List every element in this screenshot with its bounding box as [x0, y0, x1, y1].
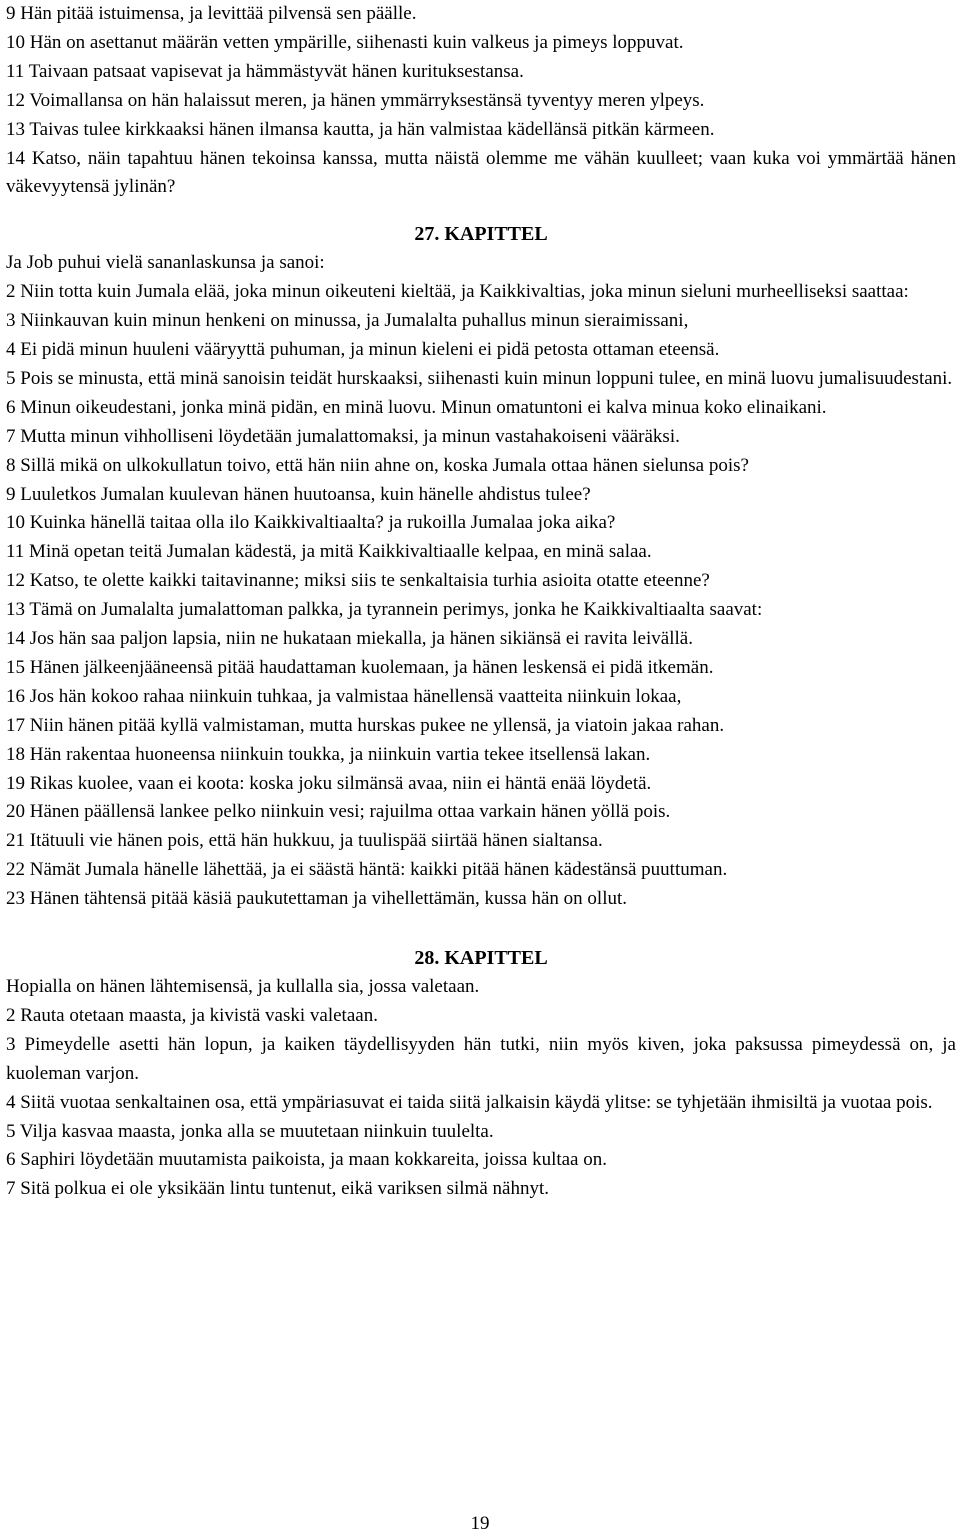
verse: 14 Jos hän saa paljon lapsia, niin ne hukataan miekalla, ja hänen sikiänsä ei ravita leivällä. — [6, 628, 693, 650]
document-page — [6, 0, 956, 1204]
verse: 4 Siitä vuotaa senkaltainen osa, että ympäriasuvat ei taida siitä jalkaisin käydä ylitse: se tyhjetään ihmisiltä ja vuotaa pois. — [6, 1091, 933, 1113]
chapter-28-verses — [6, 973, 956, 1204]
verse: 15 Hänen jälkeenjääneensä pitää haudattaman kuolemaan, ja hänen leskensä ei pidä itkemän. — [6, 656, 714, 678]
verse: 7 Mutta minun vihholliseni löydetään jumalattomaksi, ja minun vastahakoiseni vääräksi. — [6, 425, 680, 447]
page-number: 19 — [470, 1513, 490, 1534]
verse: 23 Hänen tähtensä pitää käsiä paukutettaman ja vihellettämän, kussa hän on ollut. — [6, 888, 628, 910]
verse: 9 Luuletkos Jumalan kuulevan hänen huutoansa, kuin hänelle ahdistus tulee? — [6, 483, 591, 505]
verse: 17 Niin hänen pitää kyllä valmistaman, mutta hurskas pukee ne yllensä, ja viatoin jakaa rahan. — [6, 714, 725, 736]
verse: 20 Hänen päällensä lankee pelko niinkuin vesi; rajuilma ottaa varkain hänen yöllä pois. — [6, 801, 671, 823]
verse: 7 Sitä polkua ei ole yksikään lintu tuntenut, eikä variksen silmä nähnyt. — [6, 1178, 549, 1200]
continuation-verses — [6, 0, 956, 202]
verse: 19 Rikas kuolee, vaan ei koota: koska joku silmänsä avaa, niin ei häntä enää löydetä. — [6, 772, 652, 794]
chapter-heading: 27. KAPITTEL — [414, 223, 548, 246]
verse: 3 Pimeydelle asetti hän lopun, ja kaiken täydellisyyden hän tutki, niin myös kiven, joka paksussa pimeydessä on, ja kuoleman varjon. — [6, 1033, 956, 1084]
verse: 18 Hän rakentaa huoneensa niinkuin toukka, ja niinkuin vartia tekee itsellensä lakan. — [6, 743, 651, 765]
verse: 2 Rauta otetaan maasta, ja kivistä vaski valetaan. — [6, 1004, 378, 1026]
verse: 3 Niinkauvan kuin minun henkeni on minussa, ja Jumalalta puhallus minun sieraimissani, — [6, 310, 689, 332]
verse: 11 Minä opetan teitä Jumalan kädestä, ja mitä Kaikkivaltiaalle kelpaa, en minä salaa. — [6, 541, 652, 563]
verse: 13 Tämä on Jumalalta jumalattoman palkka, ja tyrannein perimys, jonka he Kaikkivaltiaalta saavat: — [6, 599, 763, 621]
verse: 6 Saphiri löydetään muutamista paikoista, ja maan kokkareita, joissa kultaa on. — [6, 1149, 607, 1171]
chapter-heading: 28. KAPITTEL — [414, 947, 548, 970]
verse: 9 Hän pitää istuimensa, ja levittää pilvensä sen päälle. — [6, 3, 417, 24]
verse: 14 Katso, näin tapahtuu hänen tekoinsa kanssa, mutta näistä olemme me vähän kuulleet; vaan kuka voi ymmärtää hänen väkevyytensä jylinän? — [6, 147, 956, 198]
verse: 22 Nämät Jumala hänelle lähettää, ja ei säästä häntä: kaikki pitää hänen kädestänsä puuttuman. — [6, 859, 728, 881]
verse: 12 Katso, te olette kaikki taitavinanne; miksi siis te senkaltaisia turhia asioita otatte eteenne? — [6, 570, 710, 592]
verse: 4 Ei pidä minun huuleni vääryyttä puhuman, ja minun kieleni ei pidä petosta ottaman eteensä. — [6, 338, 720, 360]
verse: Hopialla on hänen lähtemisensä, ja kullalla sia, jossa valetaan. — [6, 976, 480, 997]
verse: 10 Hän on asettanut määrän vetten ympärille, siihenasti kuin valkeus ja pimeys loppuvat. — [6, 31, 684, 53]
verse: 13 Taivas tulee kirkkaaksi hänen ilmansa kautta, ja hän valmistaa kädellänsä pitkän kärmeen. — [6, 118, 715, 140]
chapter-27-verses — [6, 249, 956, 914]
verse: 8 Sillä mikä on ulkokullatun toivo, että hän niin ahne on, koska Jumala ottaa hänen sielunsa pois? — [6, 454, 749, 476]
verse: 16 Jos hän kokoo rahaa niinkuin tuhkaa, ja valmistaa hänellensä vaatteita niinkuin lokaa, — [6, 685, 682, 707]
verse: 5 Pois se minusta, että minä sanoisin teidät hurskaaksi, siihenasti kuin minun loppuni tulee, en minä luovu jumalisuudestani. — [6, 367, 953, 389]
verse: 12 Voimallansa on hän halaissut meren, ja hänen ymmärryksestänsä tyventyy meren ylpeys. — [6, 89, 705, 111]
verse: 21 Itätuuli vie hänen pois, että hän hukkuu, ja tuulispää siirtää hänen sialtansa. — [6, 830, 603, 852]
verse: 5 Vilja kasvaa maasta, jonka alla se muutetaan niinkuin tuulelta. — [6, 1120, 494, 1142]
verse: 10 Kuinka hänellä taitaa olla ilo Kaikkivaltiaalta? ja rukoilla Jumalaa joka aika? — [6, 512, 616, 534]
verse: 11 Taivaan patsaat vapisevat ja hämmästyvät hänen kurituksestansa. — [6, 60, 524, 82]
verse: 6 Minun oikeudestani, jonka minä pidän, en minä luovu. Minun omatuntoni ei kalva minua koko elinaikani. — [6, 396, 827, 418]
verse: 2 Niin totta kuin Jumala elää, joka minun oikeuteni kieltää, ja Kaikkivaltias, joka minun sieluni murheelliseksi saattaa: — [6, 281, 909, 303]
verse: Ja Job puhui vielä sananlaskunsa ja sanoi: — [6, 252, 325, 274]
